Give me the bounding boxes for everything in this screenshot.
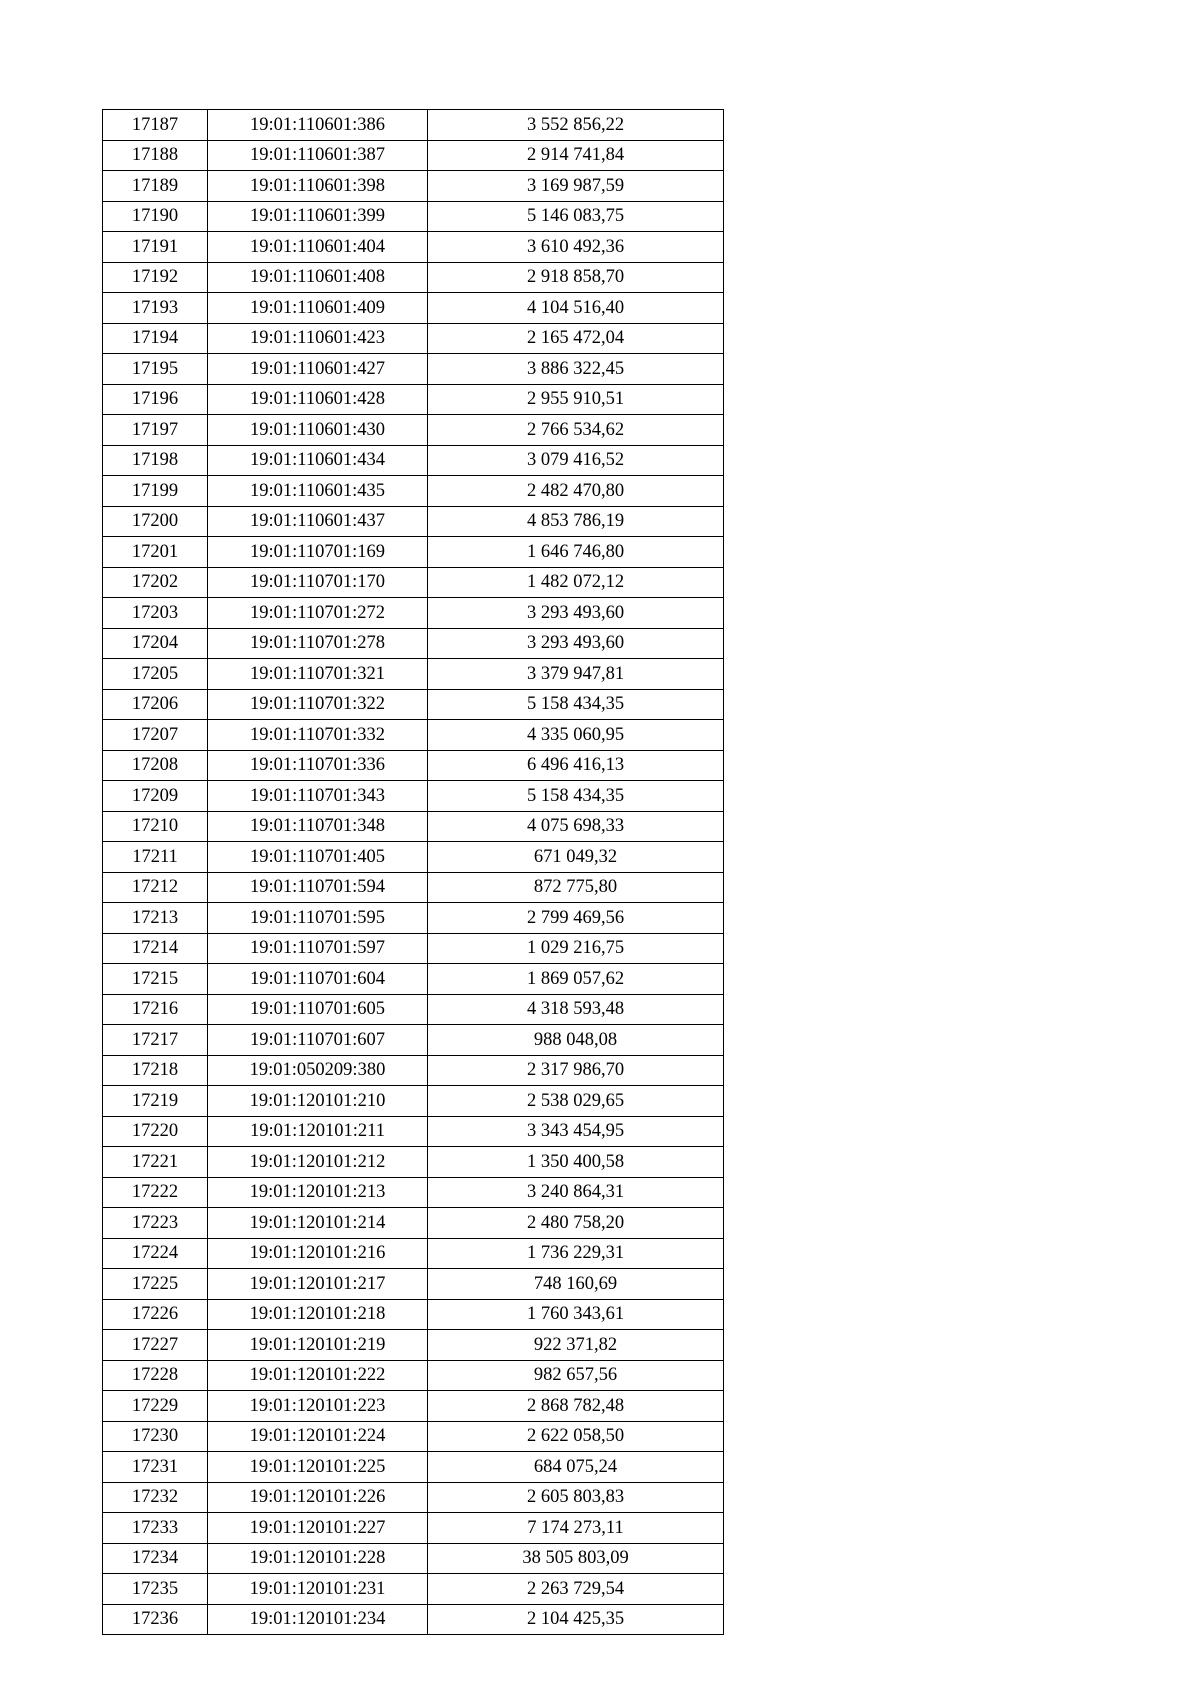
table-row <box>103 1421 724 1452</box>
cadastral-value-cell: 2 538 029,65 <box>428 1086 724 1117</box>
table-row <box>103 354 724 385</box>
cadastral-value-cell: 1 029 216,75 <box>428 933 724 964</box>
table-row <box>103 476 724 507</box>
row-number-cell: 17236 <box>103 1604 208 1635</box>
cadastral-number-cell: 19:01:120101:226 <box>208 1482 428 1513</box>
row-number-cell: 17195 <box>103 354 208 385</box>
cadastral-value-cell: 4 075 698,33 <box>428 811 724 842</box>
table-row <box>103 964 724 995</box>
cadastral-number-cell: 19:01:110701:607 <box>208 1025 428 1056</box>
row-number-cell: 17198 <box>103 445 208 476</box>
cadastral-number-cell: 19:01:110601:437 <box>208 506 428 537</box>
cadastral-number-cell: 19:01:110701:594 <box>208 872 428 903</box>
cadastral-value-cell: 3 169 987,59 <box>428 171 724 202</box>
cadastral-value-cell: 1 482 072,12 <box>428 567 724 598</box>
cadastral-value-cell: 2 622 058,50 <box>428 1421 724 1452</box>
cadastral-value-cell: 1 760 343,61 <box>428 1299 724 1330</box>
cadastral-number-cell: 19:01:110601:423 <box>208 323 428 354</box>
cadastral-number-cell: 19:01:110701:169 <box>208 537 428 568</box>
cadastral-number-cell: 19:01:110701:332 <box>208 720 428 751</box>
row-number-cell: 17232 <box>103 1482 208 1513</box>
cadastral-value-cell: 3 379 947,81 <box>428 659 724 690</box>
table-row <box>103 537 724 568</box>
row-number-cell: 17197 <box>103 415 208 446</box>
table-row <box>103 262 724 293</box>
table-row <box>103 1269 724 1300</box>
row-number-cell: 17189 <box>103 171 208 202</box>
cadastral-number-cell: 19:01:120101:228 <box>208 1543 428 1574</box>
row-number-cell: 17207 <box>103 720 208 751</box>
cadastral-value-cell: 684 075,24 <box>428 1452 724 1483</box>
table-row <box>103 140 724 171</box>
table-row <box>103 1360 724 1391</box>
cadastral-number-cell: 19:01:120101:231 <box>208 1574 428 1605</box>
table-row <box>103 171 724 202</box>
cadastral-number-cell: 19:01:110701:322 <box>208 689 428 720</box>
cadastral-number-cell: 19:01:110601:386 <box>208 110 428 141</box>
table-row <box>103 567 724 598</box>
cadastral-number-cell: 19:01:120101:223 <box>208 1391 428 1422</box>
table-row <box>103 1299 724 1330</box>
table-row <box>103 659 724 690</box>
table-row <box>103 1055 724 1086</box>
row-number-cell: 17196 <box>103 384 208 415</box>
cadastral-value-cell: 3 079 416,52 <box>428 445 724 476</box>
row-number-cell: 17227 <box>103 1330 208 1361</box>
cadastral-value-cell: 2 605 803,83 <box>428 1482 724 1513</box>
cadastral-value-cell: 1 736 229,31 <box>428 1238 724 1269</box>
table-row <box>103 994 724 1025</box>
table-row <box>103 1086 724 1117</box>
cadastral-number-cell: 19:01:120101:214 <box>208 1208 428 1239</box>
cadastral-value-cell: 872 775,80 <box>428 872 724 903</box>
cadastral-number-cell: 19:01:110701:321 <box>208 659 428 690</box>
cadastral-number-cell: 19:01:110701:605 <box>208 994 428 1025</box>
cadastral-number-cell: 19:01:110701:343 <box>208 781 428 812</box>
table-row <box>103 1238 724 1269</box>
cadastral-value-cell: 2 165 472,04 <box>428 323 724 354</box>
cadastral-number-cell: 19:01:120101:212 <box>208 1147 428 1178</box>
row-number-cell: 17203 <box>103 598 208 629</box>
row-number-cell: 17218 <box>103 1055 208 1086</box>
row-number-cell: 17208 <box>103 750 208 781</box>
cadastral-value-cell: 2 918 858,70 <box>428 262 724 293</box>
cadastral-value-cell: 5 158 434,35 <box>428 781 724 812</box>
cadastral-number-cell: 19:01:120101:222 <box>208 1360 428 1391</box>
cadastral-number-cell: 19:01:120101:225 <box>208 1452 428 1483</box>
table-row <box>103 689 724 720</box>
table-row <box>103 506 724 537</box>
table-row <box>103 1025 724 1056</box>
cadastral-value-cell: 671 049,32 <box>428 842 724 873</box>
row-number-cell: 17230 <box>103 1421 208 1452</box>
row-number-cell: 17190 <box>103 201 208 232</box>
table-row <box>103 201 724 232</box>
table-row <box>103 445 724 476</box>
cadastral-number-cell: 19:01:110601:430 <box>208 415 428 446</box>
row-number-cell: 17210 <box>103 811 208 842</box>
row-number-cell: 17213 <box>103 903 208 934</box>
row-number-cell: 17214 <box>103 933 208 964</box>
row-number-cell: 17193 <box>103 293 208 324</box>
table-row <box>103 1147 724 1178</box>
row-number-cell: 17188 <box>103 140 208 171</box>
cadastral-number-cell: 19:01:110601:427 <box>208 354 428 385</box>
table-row <box>103 1330 724 1361</box>
table-row <box>103 232 724 263</box>
row-number-cell: 17204 <box>103 628 208 659</box>
row-number-cell: 17212 <box>103 872 208 903</box>
row-number-cell: 17205 <box>103 659 208 690</box>
cadastral-value-cell: 4 104 516,40 <box>428 293 724 324</box>
cadastral-number-cell: 19:01:110601:399 <box>208 201 428 232</box>
row-number-cell: 17228 <box>103 1360 208 1391</box>
table-row <box>103 781 724 812</box>
table-row <box>103 903 724 934</box>
cadastral-number-cell: 19:01:120101:227 <box>208 1513 428 1544</box>
table-row <box>103 1513 724 1544</box>
cadastral-value-cell: 7 174 273,11 <box>428 1513 724 1544</box>
cadastral-number-cell: 19:01:120101:224 <box>208 1421 428 1452</box>
cadastral-value-cell: 1 646 746,80 <box>428 537 724 568</box>
cadastral-value-cell: 2 955 910,51 <box>428 384 724 415</box>
cadastral-number-cell: 19:01:110601:387 <box>208 140 428 171</box>
cadastral-number-cell: 19:01:110701:336 <box>208 750 428 781</box>
cadastral-number-cell: 19:01:050209:380 <box>208 1055 428 1086</box>
table-row <box>103 720 724 751</box>
row-number-cell: 17201 <box>103 537 208 568</box>
cadastral-value-cell: 2 480 758,20 <box>428 1208 724 1239</box>
table-row <box>103 1543 724 1574</box>
row-number-cell: 17191 <box>103 232 208 263</box>
table-row <box>103 110 724 141</box>
row-number-cell: 17223 <box>103 1208 208 1239</box>
cadastral-value-cell: 3 293 493,60 <box>428 598 724 629</box>
cadastral-number-cell: 19:01:120101:234 <box>208 1604 428 1635</box>
cadastral-value-cell: 1 869 057,62 <box>428 964 724 995</box>
cadastral-value-cell: 2 317 986,70 <box>428 1055 724 1086</box>
cadastral-value-cell: 2 766 534,62 <box>428 415 724 446</box>
cadastral-value-cell: 4 318 593,48 <box>428 994 724 1025</box>
row-number-cell: 17219 <box>103 1086 208 1117</box>
cadastral-number-cell: 19:01:110601:434 <box>208 445 428 476</box>
table-row <box>103 1208 724 1239</box>
cadastral-value-cell: 922 371,82 <box>428 1330 724 1361</box>
table-row <box>103 750 724 781</box>
cadastral-value-cell: 2 914 741,84 <box>428 140 724 171</box>
cadastral-value-cell: 1 350 400,58 <box>428 1147 724 1178</box>
cadastral-value-cell: 3 293 493,60 <box>428 628 724 659</box>
row-number-cell: 17224 <box>103 1238 208 1269</box>
table-row <box>103 811 724 842</box>
cadastral-value-cell: 4 335 060,95 <box>428 720 724 751</box>
cadastral-number-cell: 19:01:120101:213 <box>208 1177 428 1208</box>
row-number-cell: 17187 <box>103 110 208 141</box>
cadastral-value-cell: 748 160,69 <box>428 1269 724 1300</box>
cadastral-number-cell: 19:01:110601:428 <box>208 384 428 415</box>
table-row <box>103 933 724 964</box>
cadastral-number-cell: 19:01:110601:404 <box>208 232 428 263</box>
cadastral-value-cell: 5 146 083,75 <box>428 201 724 232</box>
table-row <box>103 1452 724 1483</box>
cadastral-value-cell: 2 868 782,48 <box>428 1391 724 1422</box>
row-number-cell: 17231 <box>103 1452 208 1483</box>
cadastral-number-cell: 19:01:110701:272 <box>208 598 428 629</box>
table-row <box>103 1177 724 1208</box>
row-number-cell: 17217 <box>103 1025 208 1056</box>
cadastral-number-cell: 19:01:120101:211 <box>208 1116 428 1147</box>
row-number-cell: 17225 <box>103 1269 208 1300</box>
row-number-cell: 17215 <box>103 964 208 995</box>
row-number-cell: 17194 <box>103 323 208 354</box>
table-row <box>103 1482 724 1513</box>
cadastral-value-cell: 982 657,56 <box>428 1360 724 1391</box>
cadastral-number-cell: 19:01:110701:595 <box>208 903 428 934</box>
cadastral-value-cell: 2 104 425,35 <box>428 1604 724 1635</box>
cadastral-value-table <box>102 109 724 1635</box>
row-number-cell: 17216 <box>103 994 208 1025</box>
table-row <box>103 598 724 629</box>
cadastral-value-cell: 3 552 856,22 <box>428 110 724 141</box>
cadastral-number-cell: 19:01:120101:219 <box>208 1330 428 1361</box>
table-row <box>103 1574 724 1605</box>
cadastral-value-cell: 988 048,08 <box>428 1025 724 1056</box>
table-body <box>103 110 724 1635</box>
cadastral-value-cell: 2 482 470,80 <box>428 476 724 507</box>
cadastral-number-cell: 19:01:120101:217 <box>208 1269 428 1300</box>
table-row <box>103 323 724 354</box>
row-number-cell: 17222 <box>103 1177 208 1208</box>
cadastral-value-cell: 38 505 803,09 <box>428 1543 724 1574</box>
cadastral-value-cell: 3 343 454,95 <box>428 1116 724 1147</box>
row-number-cell: 17233 <box>103 1513 208 1544</box>
cadastral-number-cell: 19:01:120101:210 <box>208 1086 428 1117</box>
row-number-cell: 17234 <box>103 1543 208 1574</box>
row-number-cell: 17202 <box>103 567 208 598</box>
table-row <box>103 842 724 873</box>
cadastral-value-cell: 3 240 864,31 <box>428 1177 724 1208</box>
row-number-cell: 17229 <box>103 1391 208 1422</box>
row-number-cell: 17206 <box>103 689 208 720</box>
table-row <box>103 1391 724 1422</box>
row-number-cell: 17226 <box>103 1299 208 1330</box>
table-row <box>103 628 724 659</box>
cadastral-value-cell: 3 886 322,45 <box>428 354 724 385</box>
cadastral-number-cell: 19:01:110701:604 <box>208 964 428 995</box>
row-number-cell: 17200 <box>103 506 208 537</box>
row-number-cell: 17221 <box>103 1147 208 1178</box>
table-row <box>103 1116 724 1147</box>
cadastral-value-cell: 3 610 492,36 <box>428 232 724 263</box>
cadastral-number-cell: 19:01:110701:278 <box>208 628 428 659</box>
row-number-cell: 17199 <box>103 476 208 507</box>
cadastral-number-cell: 19:01:110701:170 <box>208 567 428 598</box>
cadastral-value-cell: 6 496 416,13 <box>428 750 724 781</box>
table-row <box>103 1604 724 1635</box>
cadastral-number-cell: 19:01:110601:408 <box>208 262 428 293</box>
cadastral-number-cell: 19:01:110701:597 <box>208 933 428 964</box>
table-row <box>103 384 724 415</box>
row-number-cell: 17209 <box>103 781 208 812</box>
cadastral-number-cell: 19:01:110701:348 <box>208 811 428 842</box>
cadastral-value-cell: 2 799 469,56 <box>428 903 724 934</box>
cadastral-number-cell: 19:01:110701:405 <box>208 842 428 873</box>
cadastral-number-cell: 19:01:120101:218 <box>208 1299 428 1330</box>
cadastral-number-cell: 19:01:120101:216 <box>208 1238 428 1269</box>
cadastral-value-cell: 2 263 729,54 <box>428 1574 724 1605</box>
cadastral-number-cell: 19:01:110601:398 <box>208 171 428 202</box>
cadastral-number-cell: 19:01:110601:435 <box>208 476 428 507</box>
row-number-cell: 17211 <box>103 842 208 873</box>
row-number-cell: 17220 <box>103 1116 208 1147</box>
cadastral-value-cell: 4 853 786,19 <box>428 506 724 537</box>
table-row <box>103 415 724 446</box>
row-number-cell: 17235 <box>103 1574 208 1605</box>
row-number-cell: 17192 <box>103 262 208 293</box>
cadastral-number-cell: 19:01:110601:409 <box>208 293 428 324</box>
table-row <box>103 293 724 324</box>
cadastral-value-cell: 5 158 434,35 <box>428 689 724 720</box>
table-row <box>103 872 724 903</box>
